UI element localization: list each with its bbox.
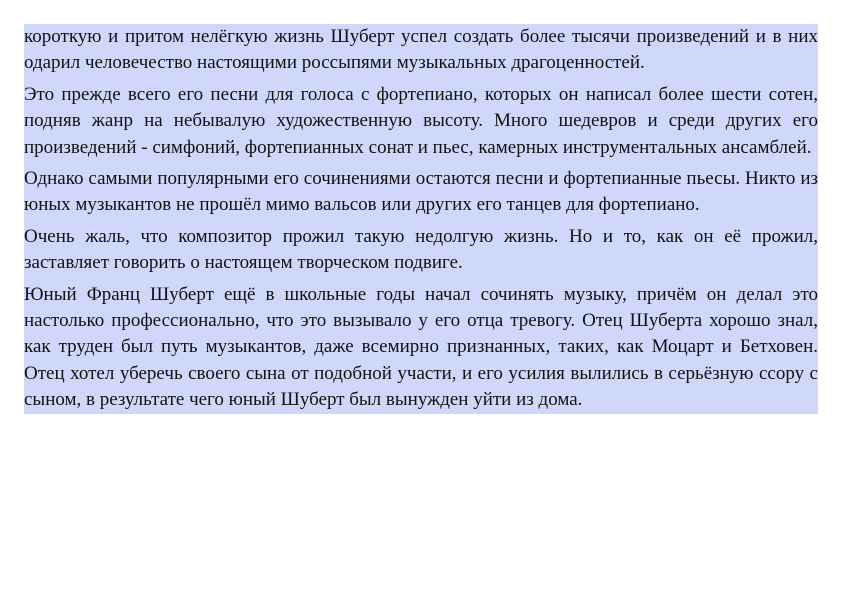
paragraph-1: короткую и притом нелёгкую жизнь Шуберт успел создать более тысячи произведений и в них одарил человечество настоящими россыпями музыкальных драгоценностей. [24, 26, 818, 74]
paragraph-2: Это прежде всего его песни для голоса с фортепиано, которых он написал более шести сотен, подняв жанр на небывалую художественную высоту. Много шедевров и среди других его произведений - симфоний, фортепианных сонат и пьес, камерных инструментальных ансамблей. [24, 83, 818, 158]
paragraph-4: Очень жаль, что композитор прожил такую недолгую жизнь. Но и то, как он её прожил, заставляет говорить о настоящем творческом подвиге. [24, 225, 818, 274]
paragraph-5: Юный Франц Шуберт ещё в школьные годы начал сочинять музыку, причём он делал это настолько профессионально, что это вызывало у его отца тревогу. Отец Шуберта хорошо знал, как труден был путь музыкантов, даже всемирно признанных, таких, как Моцарт и Бетховен. Отец хотел уберечь своего сына от подобной участи, и его усилия вылились в серьёзную ссору с сыном, в результате чего юный Шуберт был вынужден уйти из дома. [24, 283, 818, 411]
highlighted-text-block [24, 24, 818, 414]
paragraph-3: Однако самыми популярными его сочинениями остаются песни и фортепианные пьесы. Никто из юных музыкантов не прошёл мимо вальсов или других его танцев для фортепиано. [24, 168, 818, 216]
